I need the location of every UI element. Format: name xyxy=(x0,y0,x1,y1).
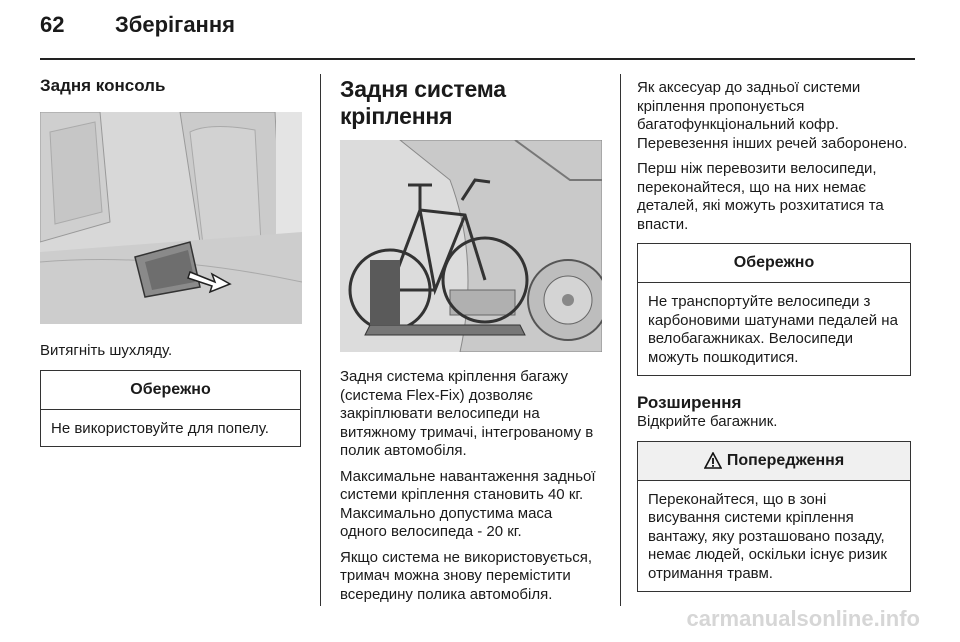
extension-text: Відкрийте багажник. xyxy=(637,413,778,430)
caution-text: Не використовуйте для попелу. xyxy=(51,419,269,437)
header-rule xyxy=(40,58,915,60)
caution-text-2: Не транспортуйте велосипеди з карбоновими шатунами педалей на велобагажниках. Велосипеди можуть пошкодитися. xyxy=(648,293,898,366)
right-column xyxy=(637,79,915,592)
page-number: 62 xyxy=(40,12,65,37)
section-heading-rear-carrier: Задня система кріплення xyxy=(340,76,506,129)
right-paragraph-1: Як аксесуар до задньої системи кріплення пропонується багатофункціональний кофр. Перевезення інших речей заборонено. xyxy=(637,79,908,152)
carrier-paragraph-2: Максимальне навантаження задньої системи кріплення становить 40 кг. Максимально допустима маса одного велосипеда - 20 кг. xyxy=(340,467,596,540)
left-column xyxy=(40,76,302,447)
warning-text: Переконайтеся, що в зоні висування системи кріплення вантажу, яку розташовано позаду, немає людей, оскільки існує ризик отримання травм. xyxy=(648,490,887,582)
caution-title-2: Обережно xyxy=(638,244,910,283)
section-heading-extension: Розширення xyxy=(637,393,742,412)
carrier-paragraph-1: Задня система кріплення багажу (система Flex-Fix) дозволяє закріплювати велосипеди на витяжному тримачі, інтегрованому в полик автомобіля. xyxy=(340,368,594,459)
warning-box xyxy=(637,441,911,593)
caution-box-carbon xyxy=(637,243,911,376)
right-paragraph-2: Перш ніж перевозити велосипеди, переконайтеся, що на них немає деталей, які можуть розхитатися та впасти. xyxy=(637,160,884,233)
column-divider-2 xyxy=(620,74,621,606)
page-title: Зберігання xyxy=(115,12,235,37)
warning-header xyxy=(638,442,910,481)
section-heading-rear-console: Задня консоль xyxy=(40,76,166,95)
column-divider-1 xyxy=(320,74,321,606)
caution-title: Обережно xyxy=(41,371,300,410)
middle-column xyxy=(340,76,602,604)
watermark: carmanualsonline.info xyxy=(686,606,920,631)
rear-console-illustration xyxy=(40,112,302,324)
warning-title: Попередження xyxy=(726,451,845,469)
bike-carrier-illustration xyxy=(340,140,602,352)
rear-console-caption: Витягніть шухляду. xyxy=(40,342,173,359)
caution-box-rear-console xyxy=(40,370,301,448)
carrier-paragraph-3: Якщо система не використовується, тримач можна знову перемістити всередину полика автомобіля. xyxy=(340,548,593,603)
warning-triangle-icon xyxy=(704,452,722,470)
